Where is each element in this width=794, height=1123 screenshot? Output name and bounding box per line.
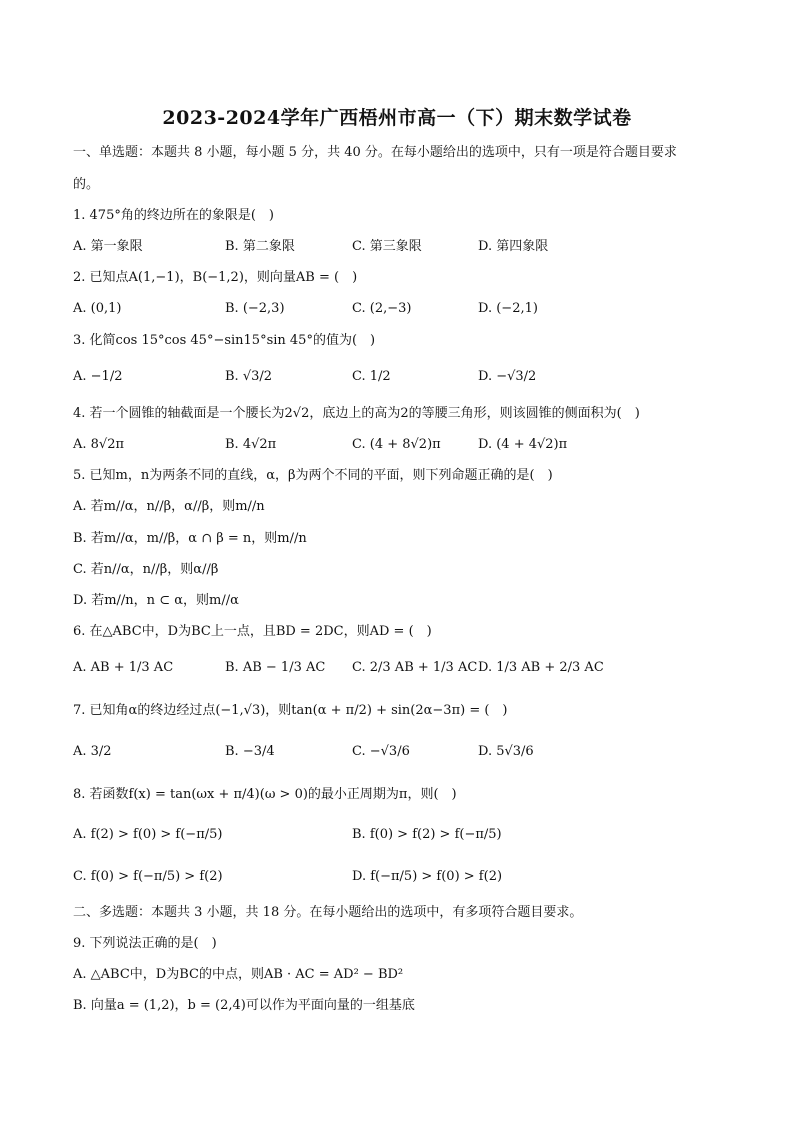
q3-option-c: C. 1/2	[352, 369, 391, 384]
q5-stem: 5. 已知m，n为两条不同的直线，α，β为两个不同的平面，则下列命题正确的是( )	[73, 468, 553, 483]
q7-option-b: B. −3/4	[225, 744, 275, 759]
exam-title: 2023-2024学年广西梧州市高一（下）期末数学试卷	[162, 107, 632, 129]
q9-option-a: A. △ABC中，D为BC的中点，则AB · AC = AD² − BD²	[73, 967, 404, 982]
q8-option-b: B. f(0) > f(2) > f(−π/5)	[352, 827, 502, 842]
q5-option-a: A. 若m//α，n//β，α//β，则m//n	[73, 499, 265, 514]
q2-option-c: C. (2,−3)	[352, 301, 412, 316]
q8-option-d: D. f(−π/5) > f(0) > f(2)	[352, 869, 503, 884]
q7-option-d: D. 5√3/6	[478, 744, 534, 759]
q5-option-d: D. 若m//n，n ⊂ α，则m//α	[73, 593, 239, 608]
q7-option-c: C. −√3/6	[352, 744, 410, 759]
q3-option-d: D. −√3/2	[478, 369, 537, 384]
section1-heading-line1: 一、单选题：本题共 8 小题，每小题 5 分，共 40 分。在每小题给出的选项中，只有一项是符合题目要求	[73, 145, 677, 160]
section2-heading: 二、多选题：本题共 3 小题，共 18 分。在每小题给出的选项中，有多项符合题目要求。	[73, 905, 583, 920]
q4-stem: 4. 若一个圆锥的轴截面是一个腰长为2√2，底边上的高为2的等腰三角形，则该圆锥的侧面积为( )	[73, 406, 640, 421]
q2-option-d: D. (−2,1)	[478, 301, 538, 316]
q8-stem: 8. 若函数f(x) = tan(ωx + π/4)(ω > 0)的最小正周期为π，则( )	[73, 787, 457, 802]
q3-stem: 3. 化简cos 15°cos 45°−sin15°sin 45°的值为( )	[73, 333, 376, 348]
q5-option-b: B. 若m//α，m//β，α ∩ β = n，则m//n	[73, 531, 307, 546]
q1-option-b: B. 第二象限	[225, 239, 295, 254]
q1-stem: 1. 475°角的终边所在的象限是( )	[73, 208, 274, 223]
q4-option-b: B. 4√2π	[225, 437, 277, 452]
q6-option-b: B. AB − 1/3 AC	[225, 660, 326, 675]
q2-stem: 2. 已知点A(1,−1)，B(−1,2)，则向量AB = ( )	[73, 270, 358, 285]
q6-option-a: A. AB + 1/3 AC	[73, 660, 174, 675]
q8-option-a: A. f(2) > f(0) > f(−π/5)	[73, 827, 223, 842]
q7-option-a: A. 3/2	[73, 744, 112, 759]
section1-heading-line2: 的。	[73, 177, 100, 192]
q2-option-b: B. (−2,3)	[225, 301, 285, 316]
q7-stem: 7. 已知角α的终边经过点(−1,√3)，则tan(α + π/2) + sin(2α−3π) = ( )	[73, 703, 508, 718]
q4-option-c: C. (4 + 8√2)π	[352, 437, 441, 452]
q1-option-c: C. 第三象限	[352, 239, 422, 254]
q8-option-c: C. f(0) > f(−π/5) > f(2)	[73, 869, 223, 884]
q3-option-a: A. −1/2	[73, 369, 123, 384]
q5-option-c: C. 若n//α，n//β，则α//β	[73, 562, 219, 577]
q6-stem: 6. 在△ABC中，D为BC上一点，且BD = 2DC，则AD = ( )	[73, 624, 432, 639]
q4-option-d: D. (4 + 4√2)π	[478, 437, 568, 452]
q6-option-c: C. 2/3 AB + 1/3 AC	[352, 660, 478, 675]
q3-option-b: B. √3/2	[225, 369, 273, 384]
q1-option-a: A. 第一象限	[73, 239, 143, 254]
q9-option-b: B. 向量a = (1,2)，b = (2,4)可以作为平面向量的一组基底	[73, 998, 415, 1013]
q4-option-a: A. 8√2π	[73, 437, 125, 452]
q9-stem: 9. 下列说法正确的是( )	[73, 936, 217, 951]
q1-option-d: D. 第四象限	[478, 239, 549, 254]
q6-option-d: D. 1/3 AB + 2/3 AC	[478, 660, 604, 675]
q2-option-a: A. (0,1)	[73, 301, 122, 316]
